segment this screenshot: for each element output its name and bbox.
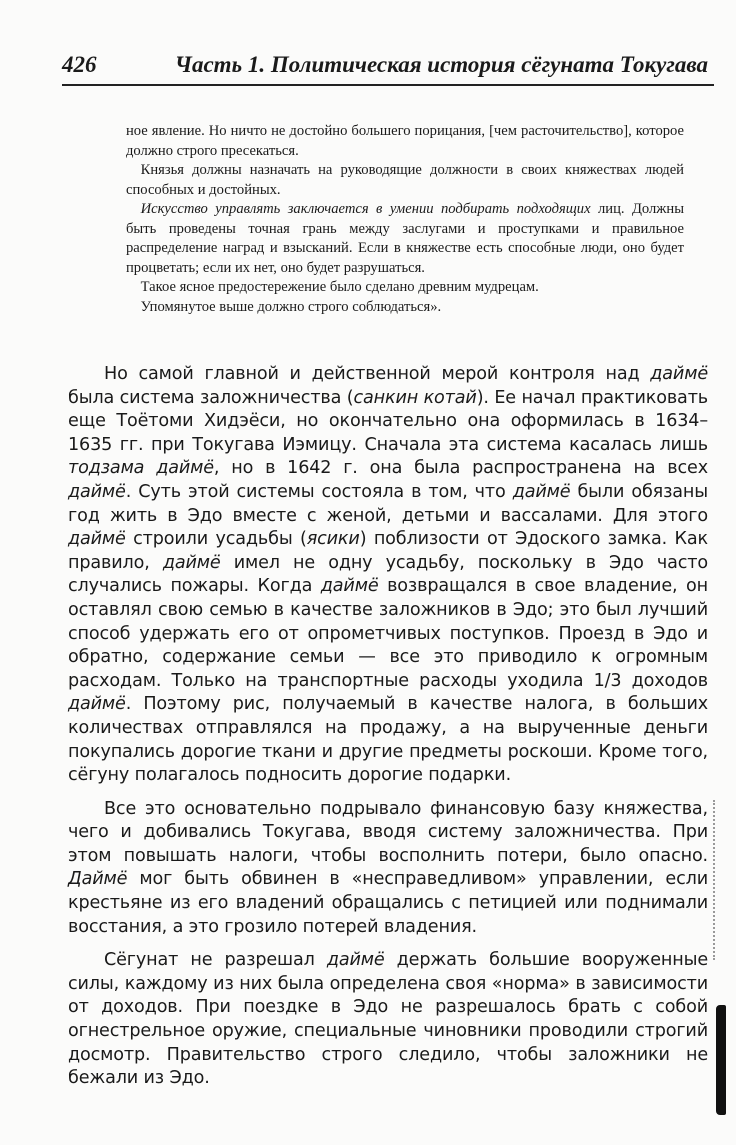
- body-paragraph: Сёгунат не разрешал даймё держать большие вооруженные силы, каждому из них была определена своя «норма» в зависимости от доходов. При поездке в Эдо не разрешалось брать с собой огнестрельное оружие, специальные чиновники проводили строгий досмотр. Правительство строго следило, чтобы заложники не бежали из Эдо.: [68, 950, 708, 1089]
- main-text: [68, 363, 708, 1101]
- running-head: Часть 1. Политическая история сёгуната Токугава: [174, 52, 708, 77]
- quote-paragraph: Такое ясное предостережение было сделано древним мудрецам.: [140, 279, 539, 295]
- page-header: [62, 52, 714, 82]
- body-paragraph: Все это основательно подрывало финансовую базу княжества, чего и добивались Токугава, вводя систему заложничества. При этом повышать налоги, чтобы восполнить потери, было опасно. Даймё мог быть обвинен в «несправедливом» управлении, если крестьяне из его владений обращались с петицией или поднимали восстания, а это грозило потерей владения.: [68, 798, 708, 937]
- quoted-text-block: [126, 122, 684, 317]
- header-rule: [62, 84, 714, 86]
- quote-paragraph: Упомянутое выше должно строго соблюдаться».: [140, 298, 442, 315]
- quote-paragraph: ное явление. Но ничто не достойно большего порицания, [чем расточительство], которое должно строго пресекаться.: [126, 123, 684, 159]
- italic-phrase: Искусство управлять заключается в умении подбирать подходящих: [140, 201, 591, 217]
- page-number: 426: [62, 52, 97, 77]
- scan-artifact-dots: [713, 800, 718, 960]
- quote-paragraph: Князья должны назначать на руководящие должности в своих княжествах людей способных и достойных.: [126, 162, 684, 198]
- body-paragraph: Но самой главной и действенной мерой контроля над даймё была система заложничества (санкин котай). Ее начал практиковать еще Тоётоми Хидэёси, но окончательно она оформилась в 1634–1635 гг. при Токугава Иэмицу. Сначала эта система касалась лишь тодзама даймё, но в 1642 г. она была распространена на всех даймё. Суть этой системы состояла в том, что даймё были обязаны год жить в Эдо вместе с женой, детьми и вассалами. Для этого даймё строили усадьбы (ясики) поблизости от Эдоского замка. Как правило, даймё имел не одну усадьбу, поскольку в Эдо часто случались пожары. Когда даймё возвращался в свое владение, он оставлял свою семью в качестве заложников в Эдо; это был лучший способ удержать его от опрометчивых поступков. Проезд в Эдо и обратно, содержание семьи — все это приводило к огромным расходам. Только на транспортные расходы уходила 1/3 доходов даймё. Поэтому рис, получаемый в качестве налога, в больших количествах отправлялся на продажу, а на вырученные деньги покупались дорогие ткани и другие предметы роскоши. Кроме того, сёгуну полагалось подносить дорогие подарки.: [68, 364, 709, 786]
- scan-artifact-mark: [716, 1005, 726, 1115]
- quote-paragraph: Искусство управлять заключается в умении подбирать подходящих лиц. Должны быть проведены точная грань между заслугами и проступками и правильное распределение наград и взысканий. Если в княжестве есть способные люди, оно будет процветать; если их нет, оно будет разрушаться.: [126, 201, 684, 276]
